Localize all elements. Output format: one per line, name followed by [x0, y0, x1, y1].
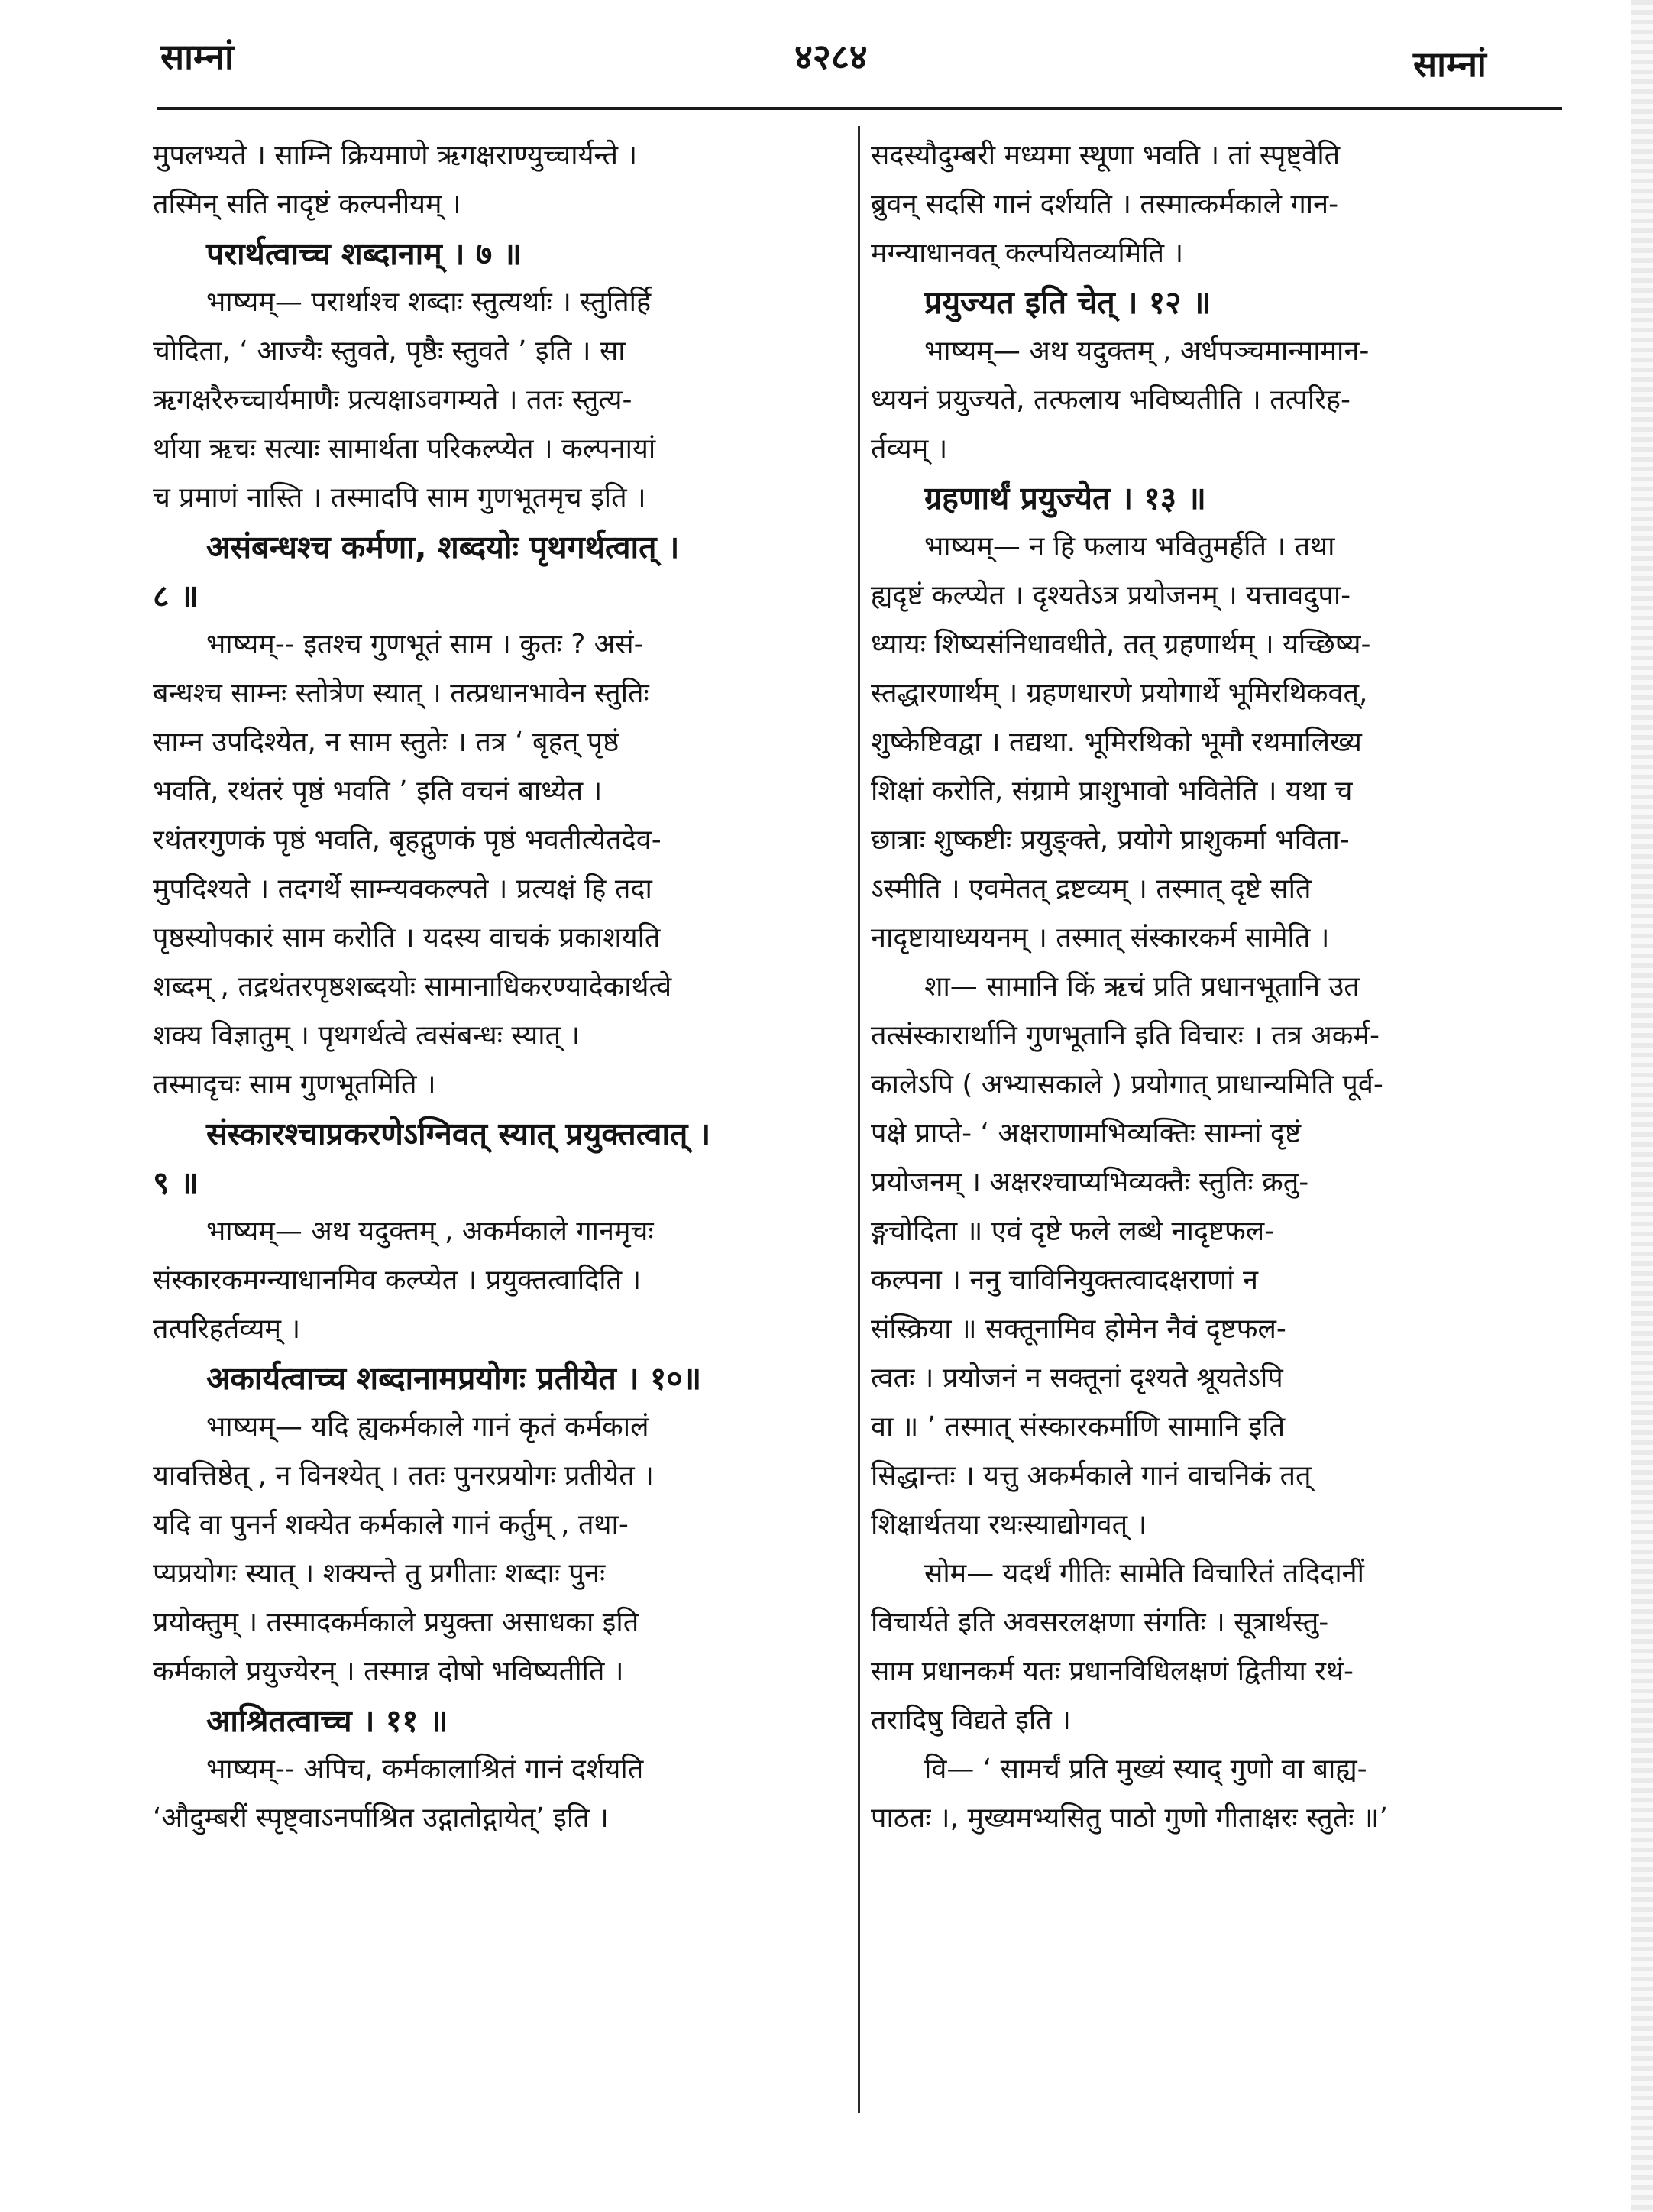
text-line: ऋगक्षरैरुच्चार्यमाणैः प्रत्यक्षाऽवगम्यते । ततः स्तुत्य-	[153, 384, 632, 416]
text-line: साम प्रधानकर्म यतः प्रधानविधिलक्षणं द्वितीया रथं-	[871, 1656, 1354, 1687]
text-line: संस्क्रिया ॥ सक्तूनामिव होमेन नैवं दृष्टफल-	[871, 1313, 1286, 1345]
text-line: यावत्तिष्ठेत् , न विनश्येत् । ततः पुनरप्रयोगः प्रतीयेत ।	[153, 1460, 654, 1491]
text-line: भाष्यम्— अथ यदुक्तम् , अकर्मकाले गानमृचः	[206, 1216, 654, 1247]
text-line: शब्दम् , तद्रथंतरपृष्ठशब्दयोः सामानाधिकरण्यादेकार्थत्वे	[153, 971, 672, 1002]
text-line: भाष्यम्-- अपिच, कर्मकालाश्रितं गानं दर्शयति	[206, 1754, 644, 1785]
text-line: प्यप्रयोगः स्यात् । शक्यन्ते तु प्रगीताः शब्दाः पुनः	[153, 1558, 606, 1589]
text-line: सोम— यदर्थं गीतिः सामेति विचारितं तदिदानीं	[924, 1558, 1364, 1589]
text-line: भवति, रथंतरं पृष्ठं भवति ’ इति वचनं बाध्येत ।	[153, 776, 603, 807]
text-line: कालेऽपि ( अभ्यासकाले ) प्रयोगात् प्राधान्यमिति पूर्व-	[871, 1069, 1383, 1100]
text-line: पाठतः ।, मुख्यमभ्यसितु पाठो गुणो गीताक्षरः स्तुतेः ॥’	[871, 1802, 1388, 1834]
text-line: साम्न उपदिश्येत, न साम स्तुतेः । तत्र ‘ बृहत् पृष्ठं	[153, 727, 619, 758]
text-line: भाष्यम्— न हि फलाय भवितुमर्हति । तथा	[924, 531, 1335, 562]
text-line: सिद्धान्तः । यत्तु अकर्मकाले गानं वाचनिकं तत्	[871, 1460, 1312, 1491]
text-line: शक्य विज्ञातुम् । पृथगर्थत्वे त्वसंबन्धः स्यात् ।	[153, 1020, 581, 1051]
text-line: बन्धश्च साम्नः स्तोत्रेण स्यात् । तत्प्रधानभावेन स्तुतिः	[153, 678, 649, 709]
text-line: र्थाया ऋचः सत्याः सामार्थता परिकल्प्येत । कल्पनायां	[153, 433, 656, 465]
text-line: यदि वा पुनर्न शक्येत कर्मकाले गानं कर्तुम् , तथा-	[153, 1509, 629, 1540]
running-head-right: साम्नां	[1413, 44, 1486, 85]
page-header	[0, 0, 1653, 107]
sutra-line: ग्रहणार्थं प्रयुज्येत । १३ ॥	[924, 480, 1206, 517]
text-line: वि— ‘ सामर्चं प्रति मुख्यं स्याद् गुणो वा बाह्य-	[924, 1754, 1367, 1785]
header-rule	[157, 107, 1562, 110]
column-divider	[858, 126, 860, 2113]
text-line: मग्न्याधानवत् कल्पयितव्यमिति ।	[871, 238, 1184, 269]
text-line: शा— सामानि किं ऋचं प्रति प्रधानभूतानि उत	[924, 971, 1360, 1002]
right-column	[871, 131, 1562, 1843]
text-line: भाष्यम्-- इतश्च गुणभूतं साम । कुतः ? असं-	[206, 629, 644, 660]
text-line: पक्षे प्राप्ते- ‘ अक्षराणामभिव्यक्तिः साम्नां दृष्टं	[871, 1118, 1302, 1149]
text-line: तत्परिहर्तव्यम् ।	[153, 1313, 301, 1345]
sutra-line: ८ ॥	[153, 578, 199, 614]
running-head-left: साम्नां	[160, 36, 234, 77]
text-line: तस्मादृचः साम गुणभूतमिति ।	[153, 1069, 436, 1100]
text-line: ध्ययनं प्रयुज्यते, तत्फलाय भविष्यतीति । तत्परिह-	[871, 384, 1351, 416]
text-line: ‘औदुम्बरीं स्पृष्ट्वाऽनर्पाश्रित उद्गातोद्गायेत्’ इति ।	[153, 1802, 609, 1834]
left-column	[153, 131, 840, 1843]
text-line: प्रयोक्तुम् । तस्मादकर्मकाले प्रयुक्ता असाधका इति	[153, 1607, 639, 1638]
text-line: विचार्यते इति अवसरलक्षणा संगतिः । सूत्रार्थस्तु-	[871, 1607, 1329, 1638]
sutra-line: संस्कारश्चाप्रकरणेऽग्निवत् स्यात् प्रयुक्तत्वात् ।	[206, 1116, 711, 1152]
scan-edge	[1631, 0, 1653, 2212]
text-line: मुपलभ्यते । साम्नि क्रियमाणे ऋगक्षराण्युच्चार्यन्ते ।	[153, 140, 638, 171]
text-line: नादृष्टायाध्ययनम् । तस्मात् संस्कारकर्म सामेति ।	[871, 922, 1330, 954]
text-line: पृष्ठस्योपकारं साम करोति । यदस्य वाचकं प्रकाशयति	[153, 922, 661, 954]
text-line: शिक्षार्थतया रथःस्याद्योगवत् ।	[871, 1509, 1147, 1540]
text-line: कल्पना । ननु चाविनियुक्तत्वादक्षराणां न	[871, 1265, 1258, 1296]
text-line: रथंतरगुणकं पृष्ठं भवति, बृहद्गुणकं पृष्ठं भवतीत्येतदेव-	[153, 824, 662, 856]
sutra-line: ९ ॥	[153, 1164, 199, 1201]
sutra-line: अकार्यत्वाच्च शब्दानामप्रयोगः प्रतीयेत । १०॥	[206, 1360, 702, 1397]
text-line: ब्रुवन् सदसि गानं दर्शयति । तस्मात्कर्मकाले गान-	[871, 189, 1339, 220]
page-number: ४२८४	[794, 36, 868, 77]
text-line: भाष्यम्— परार्थाश्च शब्दाः स्तुत्यर्थाः । स्तुतिर्हि	[206, 287, 652, 318]
text-line: शिक्षां करोति, संग्रामे प्राशुभावो भवितेति । यथा च	[871, 776, 1353, 807]
text-line: प्रयोजनम् । अक्षरश्चाप्यभिव्यक्तैः स्तुतिः क्रतु-	[871, 1167, 1309, 1198]
sutra-line: परार्थत्वाच्च शब्दानाम् । ७ ॥	[206, 235, 522, 272]
text-line: ध्यायः शिष्यसंनिधावधीते, तत् ग्रहणार्थम् । यच्छिष्य-	[871, 629, 1371, 660]
text-line: मुपदिश्यते । तदगर्थे साम्न्यवकल्पते । प्रत्यक्षं हि तदा	[153, 873, 652, 905]
text-line: कर्मकाले प्रयुज्येरन् । तस्मान्न दोषो भविष्यतीति ।	[153, 1656, 624, 1687]
text-line: र्तव्यम् ।	[871, 433, 948, 465]
text-line: तरादिषु विद्यते इति ।	[871, 1705, 1071, 1736]
sutra-line: असंबन्धश्च कर्मणा, शब्दयोः पृथगर्थत्वात् ।	[206, 529, 680, 565]
text-line: त्वतः । प्रयोजनं न सक्तूनां दृश्यते श्रूयतेऽपि	[871, 1362, 1283, 1394]
text-line: तस्मिन् सति नादृष्टं कल्पनीयम् ।	[153, 189, 461, 220]
text-line: च प्रमाणं नास्ति । तस्मादपि साम गुणभूतमृच इति ।	[153, 482, 646, 513]
text-line: शुष्केष्टिवद्वा । तद्यथा. भूमिरथिको भूमौ रथमालिख्य	[871, 727, 1362, 758]
text-line: स्तद्धारणार्थम् । ग्रहणधारणे प्रयोगार्थे भूमिरथिकवत्,	[871, 678, 1368, 709]
sutra-line: आश्रितत्वाच्च । ११ ॥	[206, 1702, 448, 1739]
text-line: संस्कारकमग्न्याधानमिव कल्प्येत । प्रयुक्तत्वादिति ।	[153, 1265, 642, 1296]
text-line: ङ्गचोदिता ॥ एवं दृष्टे फले लब्धे नादृष्टफल-	[871, 1216, 1275, 1247]
text-line: भाष्यम्— यदि ह्यकर्मकाले गानं कृतं कर्मकालं	[206, 1411, 649, 1443]
text-line: वा ॥ ’ तस्मात् संस्कारकर्माणि सामानि इति	[871, 1411, 1286, 1443]
text-line: छात्राः शुष्कष्टीः प्रयुङ्क्ते, प्रयोगे प्राशुकर्मा भविता-	[871, 824, 1350, 856]
sutra-line: प्रयुज्यत इति चेत् । १२ ॥	[924, 284, 1211, 321]
text-line: ह्यदृष्टं कल्प्येत । दृश्यतेऽत्र प्रयोजनम् । यत्तावदुपा-	[871, 580, 1351, 611]
text-line: तत्संस्कारार्थानि गुणभूतानि इति विचारः । तत्र अकर्म-	[871, 1020, 1380, 1051]
text-line: चोदिता, ‘ आज्यैः स्तुवते, पृष्ठैः स्तुवते ’ इति । सा	[153, 335, 626, 367]
text-line: भाष्यम्— अथ यदुक्तम् , अर्धपञ्चमान्मामान-	[924, 335, 1370, 367]
text-line: ऽस्मीति । एवमेतत् द्रष्टव्यम् । तस्मात् दृष्टे सति	[871, 873, 1312, 905]
text-line: सदस्यौदुम्बरी मध्यमा स्थूणा भवति । तां स्पृष्ट्वेति	[871, 140, 1341, 171]
